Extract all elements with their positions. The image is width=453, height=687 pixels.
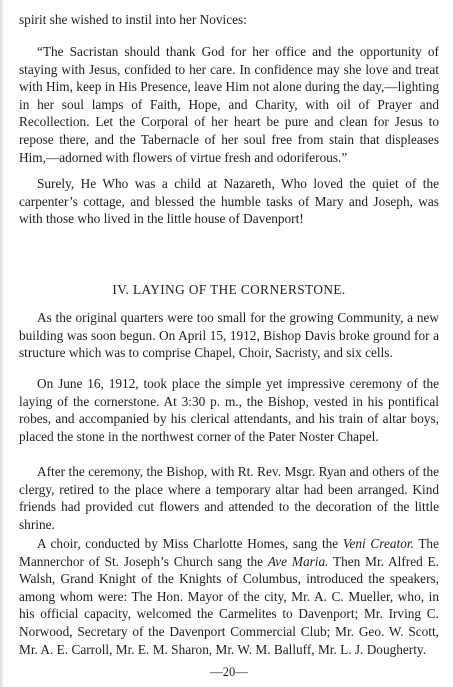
hymn-ave-maria: Ave Maria. — [267, 553, 329, 569]
reflection-paragraph: Surely, He Who was a child at Nazareth, Who loved the quiet of the carpenter’s cottage, and blessed the humble tasks of Mary and Joseph, was with those who lived in the little house of Davenport! — [19, 176, 439, 227]
hymn-veni-creator: Veni Creator. — [342, 536, 414, 551]
paragraph-new-building: As the original quarters were too small for the growing Community, a new building was soon begun. On April 15, 1912, Bishop Davis broke ground for a structure which was to comprise Chapel, Choir, Sacristy, and six cells. — [19, 310, 439, 361]
section-heading: IV. LAYING OF THE CORNERSTONE. — [112, 282, 346, 297]
choir-text-c: Then Mr. Alfred E. Walsh, Grand Knight of the Knights of Columbus, introduced the speakers, among whom were: The Hon. Mayor of the city, Mr. A. C. Mueller, who, in his official capacity, welcomed the Carmelites to Davenport; Mr. Irving C. Norwood, Secretary of the Davenport Commercial Club; Mr. Geo. W. Scott, Mr. A. E. Carroll, Mr. E. M. Sharon, Mr. W. M. Balluff, Mr. L. J. Dougherty. — [19, 553, 439, 657]
page-number: —20— — [210, 665, 248, 679]
paragraph-choir-speakers — [19, 535, 439, 658]
choir-text-b: The Mannerchor of St. Joseph’s Church sang the — [19, 536, 439, 569]
choir-text-a: A choir, conducted by Miss Charlotte Homes, sang the — [37, 536, 343, 551]
paragraph-cornerstone-ceremony: On June 16, 1912, took place the simple yet impressive ceremony of the laying of the cornerstone. At 3:30 p. m., the Bishop, vested in his pontifical robes, and accompanied by his clerical attendants, and his train of altar boys, placed the stone in the northwest corner of the Pater Noster Chapel. — [19, 376, 439, 444]
paragraph-after-ceremony: After the ceremony, the Bishop, with Rt. Rev. Msgr. Ryan and others of the clergy, retired to the place where a temporary altar had been arranged. Kind friends had provided cut flowers and attended to the decoration of the little shrine. — [19, 464, 439, 532]
intro-line: spirit she wished to instil into her Novices: — [19, 12, 247, 27]
sacristan-quote: “The Sacristan should thank God for her office and the opportunity of staying with Jesus, confided to her care. In confidence may she love and treat with Him, keep in His Presence, leave Him not alone during the day,—lighting in her soul lamps of Faith, Hope, and Charity, with oil of Prayer and Recollection. Let the Corporal of her heart be pure and clean for Jesus to repose there, and the Tabernacle of her soul free from stain that displeases Him,—adorned with flowers of virtue fresh and odoriferous.” — [19, 44, 439, 165]
page-edge-shadow — [0, 0, 4, 687]
